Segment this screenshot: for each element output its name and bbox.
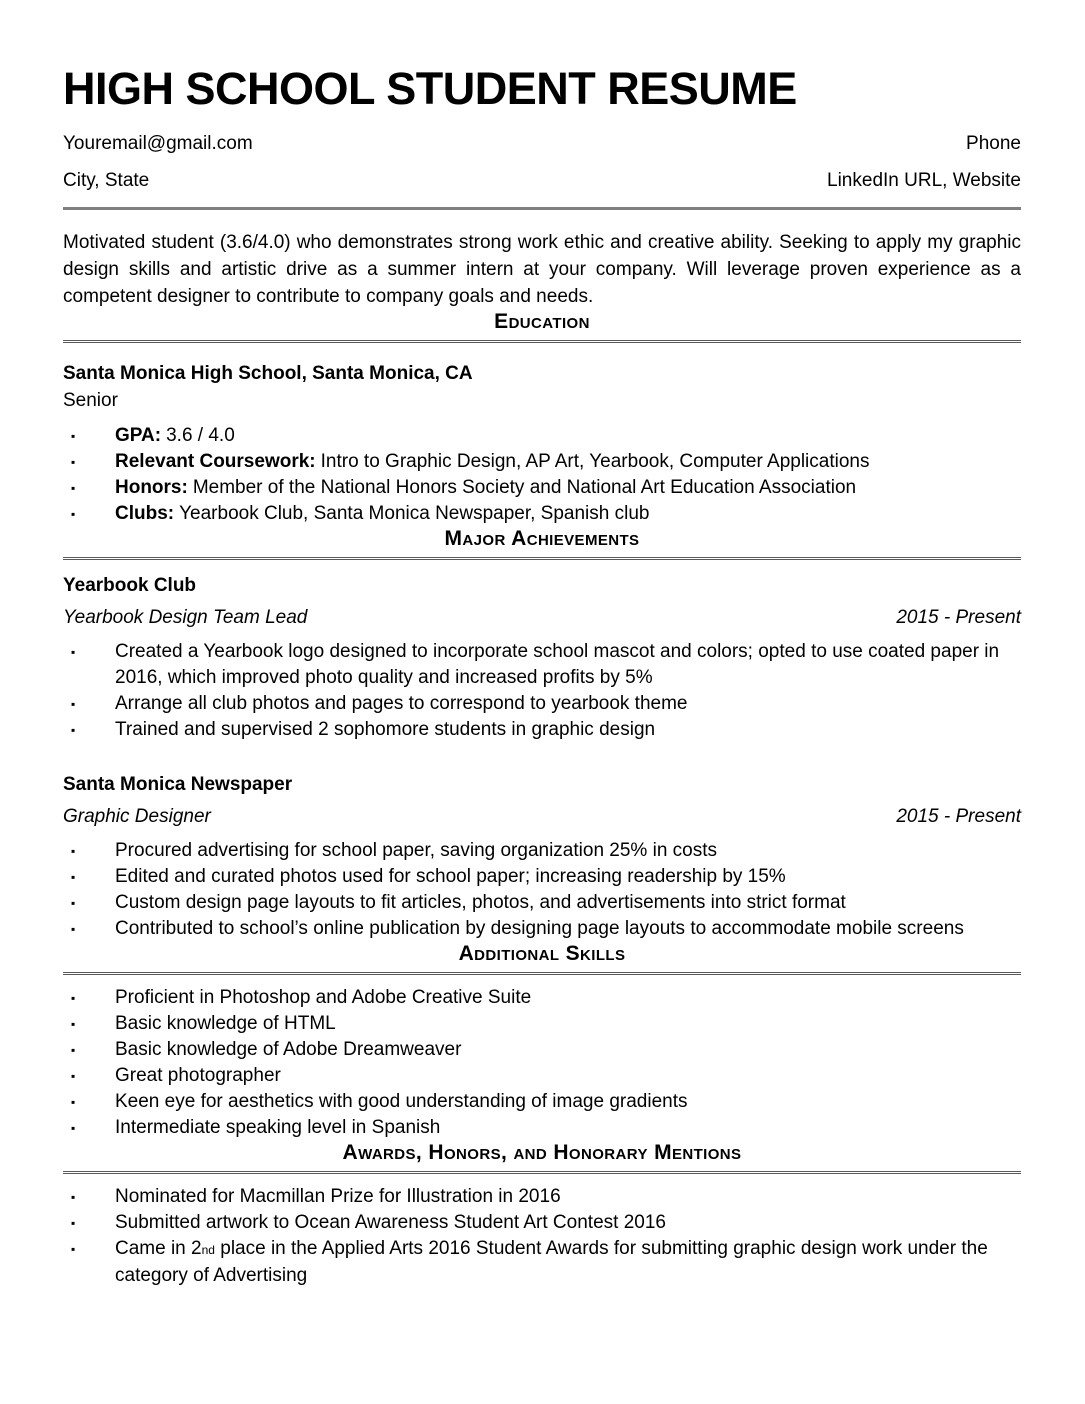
section-heading-achievements: Major Achievements <box>444 527 640 550</box>
objective-summary: Motivated student (3.6/4.0) who demonstrates strong work ethic and creative ability. Seeking to apply my graphic design skills and artistic drive as a summer intern at your company. Will leverage proven experience as a competent designer to contribute to company goals and needs. <box>63 232 1021 307</box>
bullet-marker-icon: ▪ <box>71 645 76 659</box>
contact-city-state: City, State <box>63 170 150 191</box>
awards-divider <box>63 1171 1021 1174</box>
education-bullet-text: Yearbook Club, Santa Monica Newspaper, Spanish club <box>179 503 650 524</box>
header-divider <box>63 207 1021 210</box>
list-item <box>63 838 1021 864</box>
achievement-bullet-text: Trained and supervised 2 sophomore students in graphic design <box>115 719 656 740</box>
list-item <box>63 1037 1021 1063</box>
list-item <box>63 717 1021 743</box>
bullet-marker-icon: ▪ <box>71 429 76 443</box>
bullet-marker-icon: ▪ <box>71 1043 76 1057</box>
achievement-organization: Yearbook Club <box>63 575 197 596</box>
award-bullet-text: Nominated for Macmillan Prize for Illustration in 2016 <box>115 1186 561 1207</box>
contact-phone: Phone <box>966 133 1021 154</box>
education-bullet-text: Member of the National Honors Society and National Art Education Association <box>192 477 857 498</box>
achievement-bullet-list <box>63 639 1021 743</box>
list-item <box>63 1184 1021 1210</box>
bullet-marker-icon: ▪ <box>71 1095 76 1109</box>
contact-linkedin-website: LinkedIn URL, Website <box>827 170 1021 191</box>
list-item <box>63 1089 1021 1115</box>
list-item <box>63 1115 1021 1141</box>
list-item <box>63 691 1021 717</box>
bullet-marker-icon: ▪ <box>71 455 76 469</box>
bullet-marker-icon: ▪ <box>71 896 76 910</box>
bullet-marker-icon: ▪ <box>71 1069 76 1083</box>
list-item <box>63 475 1021 501</box>
education-bullet-text: Intro to Graphic Design, AP Art, Yearbook, Computer Applications <box>320 451 870 472</box>
achievement-bullet-text: Created a Yearbook logo designed to incorporate school mascot and colors; opted to use coated paper in 2016, which improved photo quality and increased profits by 5% <box>115 641 1000 688</box>
achievement-bullet-text: Arrange all club photos and pages to correspond to yearbook theme <box>115 693 688 714</box>
achievement-bullet-text: Contributed to school’s online publication by designing page layouts to accommodate mobile screens <box>115 918 964 939</box>
bullet-marker-icon: ▪ <box>71 481 76 495</box>
achievement-bullet-list <box>63 838 1021 942</box>
skill-bullet-text: Basic knowledge of Adobe Dreamweaver <box>115 1039 462 1060</box>
skill-bullet-text: Basic knowledge of HTML <box>115 1013 336 1034</box>
bullet-marker-icon: ▪ <box>71 844 76 858</box>
education-bullet-text: 3.6 / 4.0 <box>166 425 235 446</box>
bullet-marker-icon: ▪ <box>71 1216 76 1230</box>
award-bullet-text: Submitted artwork to Ocean Awareness Student Art Contest 2016 <box>115 1212 666 1233</box>
achievement-role-row <box>63 805 1021 829</box>
contact-row-2 <box>63 170 1021 192</box>
list-item <box>63 890 1021 916</box>
achievement-organization: Santa Monica Newspaper <box>63 774 293 795</box>
list-item <box>63 449 1021 475</box>
skills-bullet-list <box>63 985 1021 1141</box>
contact-row-1 <box>63 133 1021 155</box>
achievements-divider <box>63 557 1021 560</box>
education-bullet-label: Relevant Coursework: <box>115 451 316 472</box>
award-bullet-text <box>115 1236 1021 1289</box>
education-bullet-label: Honors: <box>115 477 188 498</box>
list-item <box>63 1063 1021 1089</box>
list-item <box>63 864 1021 890</box>
achievement-role: Graphic Designer <box>63 806 211 827</box>
skill-bullet-text: Intermediate speaking level in Spanish <box>115 1117 441 1138</box>
list-item <box>63 916 1021 942</box>
bullet-marker-icon: ▪ <box>71 1017 76 1031</box>
achievement-role: Yearbook Design Team Lead <box>63 607 308 628</box>
education-grade: Senior <box>63 390 118 411</box>
award-bullet-text-pre: Came in 2 <box>115 1238 202 1259</box>
skill-bullet-text: Keen eye for aesthetics with good understanding of image gradients <box>115 1091 688 1112</box>
bullet-marker-icon: ▪ <box>71 922 76 936</box>
bullet-marker-icon: ▪ <box>71 870 76 884</box>
skills-divider <box>63 972 1021 975</box>
bullet-marker-icon: ▪ <box>71 723 76 737</box>
bullet-marker-icon: ▪ <box>71 1242 76 1256</box>
education-school: Santa Monica High School, Santa Monica, CA <box>63 363 473 384</box>
bullet-marker-icon: ▪ <box>71 1121 76 1135</box>
education-bullet-label: GPA: <box>115 425 162 446</box>
achievement-dates: 2015 - Present <box>896 806 1021 827</box>
bullet-marker-icon: ▪ <box>71 507 76 521</box>
achievement-dates: 2015 - Present <box>896 607 1021 628</box>
education-divider <box>63 340 1021 343</box>
contact-email: Youremail@gmail.com <box>63 133 253 154</box>
education-bullet-list <box>63 423 1021 527</box>
list-item <box>63 1011 1021 1037</box>
page-title: HIGH SCHOOL STUDENT RESUME <box>63 63 797 114</box>
section-heading-skills: Additional Skills <box>458 942 626 965</box>
achievement-bullet-text: Edited and curated photos used for school paper; increasing readership by 15% <box>115 866 786 887</box>
bullet-marker-icon: ▪ <box>71 991 76 1005</box>
ordinal-suffix: nd <box>201 1243 215 1257</box>
award-bullet-text-post: place in the Applied Arts 2016 Student Awards for submitting graphic design work under the category of Advertising <box>115 1238 988 1286</box>
achievement-bullet-text: Custom design page layouts to fit articles, photos, and advertisements into strict format <box>115 892 846 913</box>
bullet-marker-icon: ▪ <box>71 697 76 711</box>
achievement-bullet-text: Procured advertising for school paper, saving organization 25% in costs <box>115 840 718 861</box>
list-item <box>63 501 1021 527</box>
skill-bullet-text: Great photographer <box>115 1065 281 1086</box>
section-heading-awards: Awards, Honors, and Honorary Mentions <box>342 1141 742 1164</box>
list-item <box>63 639 1021 691</box>
skill-bullet-text: Proficient in Photoshop and Adobe Creative Suite <box>115 987 532 1008</box>
bullet-marker-icon: ▪ <box>71 1190 76 1204</box>
list-item <box>63 985 1021 1011</box>
achievement-role-row <box>63 606 1021 630</box>
awards-bullet-list <box>63 1184 1021 1289</box>
section-heading-education: Education <box>494 310 590 333</box>
list-item <box>63 1236 1021 1289</box>
list-item <box>63 423 1021 449</box>
education-bullet-label: Clubs: <box>115 503 175 524</box>
list-item <box>63 1210 1021 1236</box>
